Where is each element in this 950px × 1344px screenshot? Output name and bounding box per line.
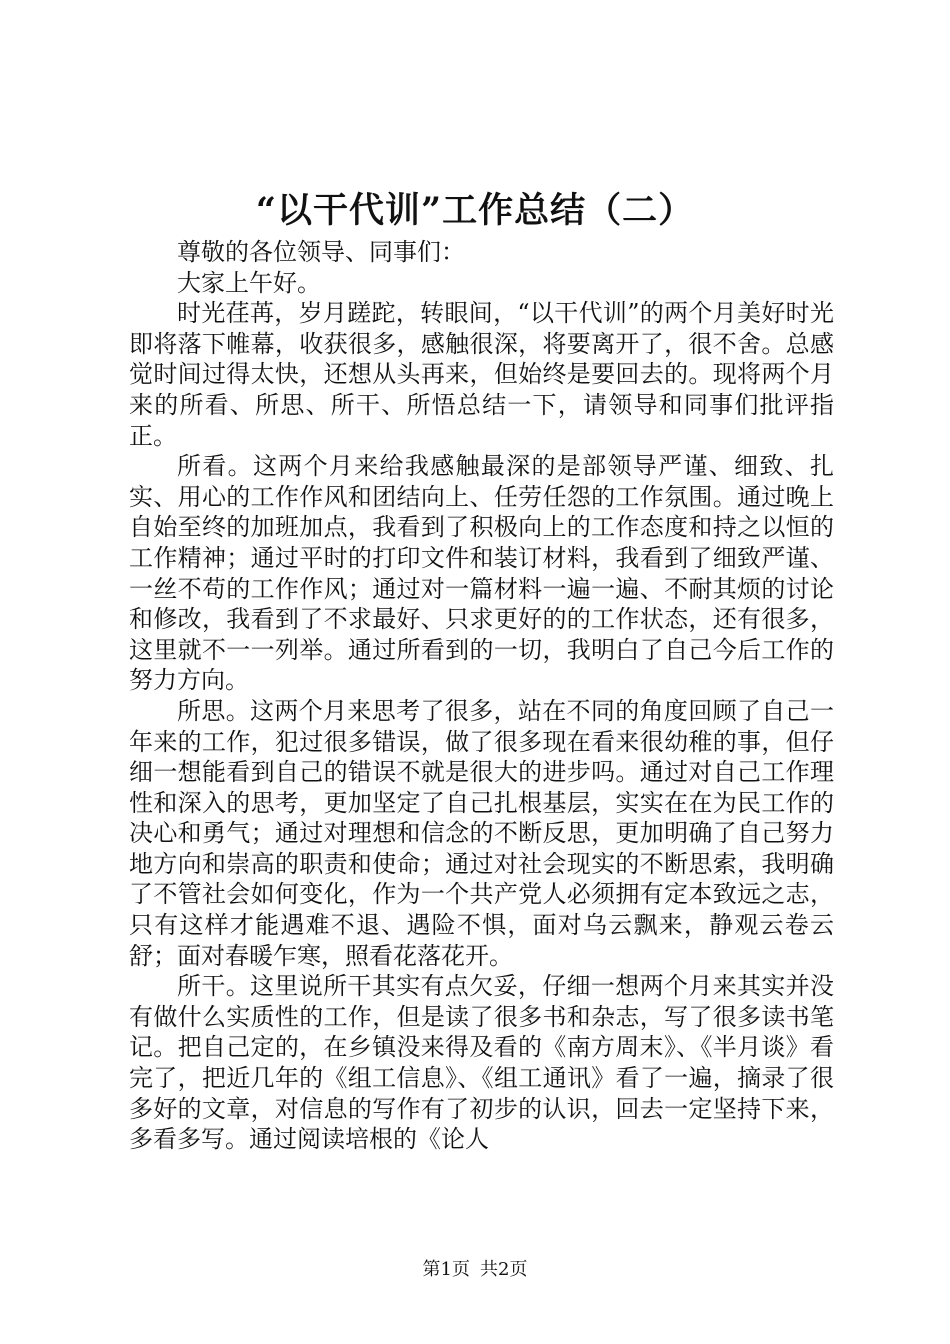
document-title: “以干代训”工作总结（二） xyxy=(255,190,695,231)
paragraph-reflected: 所思。这两个月来思考了很多，站在不同的角度回顾了自己一年来的工作，犯过很多错误，做了很多现在看来很幼稚的事，但仔细一想能看到自己的错误不就是很大的进步吗。通过对自己工作理性和深入的思考，更加坚定了自己扎根基层，实实在在为民工作的决心和勇气；通过对理想和信念的不断反思，更加明确了自己努力地方向和崇高的职责和使命；通过对社会现实的不断思索，我明确了不管社会如何变化，作为一个共产党人必须拥有定本致远之志，只有这样才能遇难不退、遇险不惧，面对乌云飘来，静观云卷云舒；面对春暖乍寒，照看花落花开。 xyxy=(129,696,834,970)
paragraph-intro: 时光荏苒，岁月蹉跎，转眼间，“以干代训”的两个月美好时光即将落下帷幕，收获很多，感触很深，将要离开了，很不舍。总感觉时间过得太快，还想从头再来，但始终是要回去的。现将两个月来的所看、所思、所干、所悟总结一下，请领导和同事们批评指正。 xyxy=(129,299,834,450)
paragraph-greeting: 大家上午好。 xyxy=(177,268,321,297)
page-number-total: 共2页 xyxy=(480,1259,528,1280)
document-body xyxy=(129,237,834,1155)
paragraph-salutation: 尊敬的各位领导、同事们： xyxy=(177,238,465,266)
paragraph-done: 所干。这里说所干其实有点欠妥，仔细一想两个月来其实并没有做什么实质性的工作，但是读了很多书和杂志，写了很多读书笔记。把自己定的，在乡镇没来得及看的《南方周末》、《半月谈》看完了，把近几年的《组工信息》、《组工通讯》看了一遍，摘录了很多好的文章，对信息的写作有了初步的认识，回去一定坚持下来，多看多写。通过阅读培根的《论人 xyxy=(129,972,834,1154)
page-number-current: 第1页 xyxy=(422,1259,470,1280)
paragraph-observed: 所看。这两个月来给我感触最深的是部领导严谨、细致、扎实、用心的工作作风和团结向上、任劳任怨的工作氛围。通过晚上自始至终的加班加点，我看到了积极向上的工作态度和持之以恒的工作精神；通过平时的打印文件和装订材料，我看到了细致严谨、一丝不苟的工作作风；通过对一篇材料一遍一遍、不耐其烦的讨论和修改，我看到了不求最好、只求更好的的工作状态，还有很多，这里就不一一列举。通过所看到的一切，我明白了自己今后工作的努力方向。 xyxy=(129,452,834,695)
page-footer xyxy=(0,1258,950,1282)
